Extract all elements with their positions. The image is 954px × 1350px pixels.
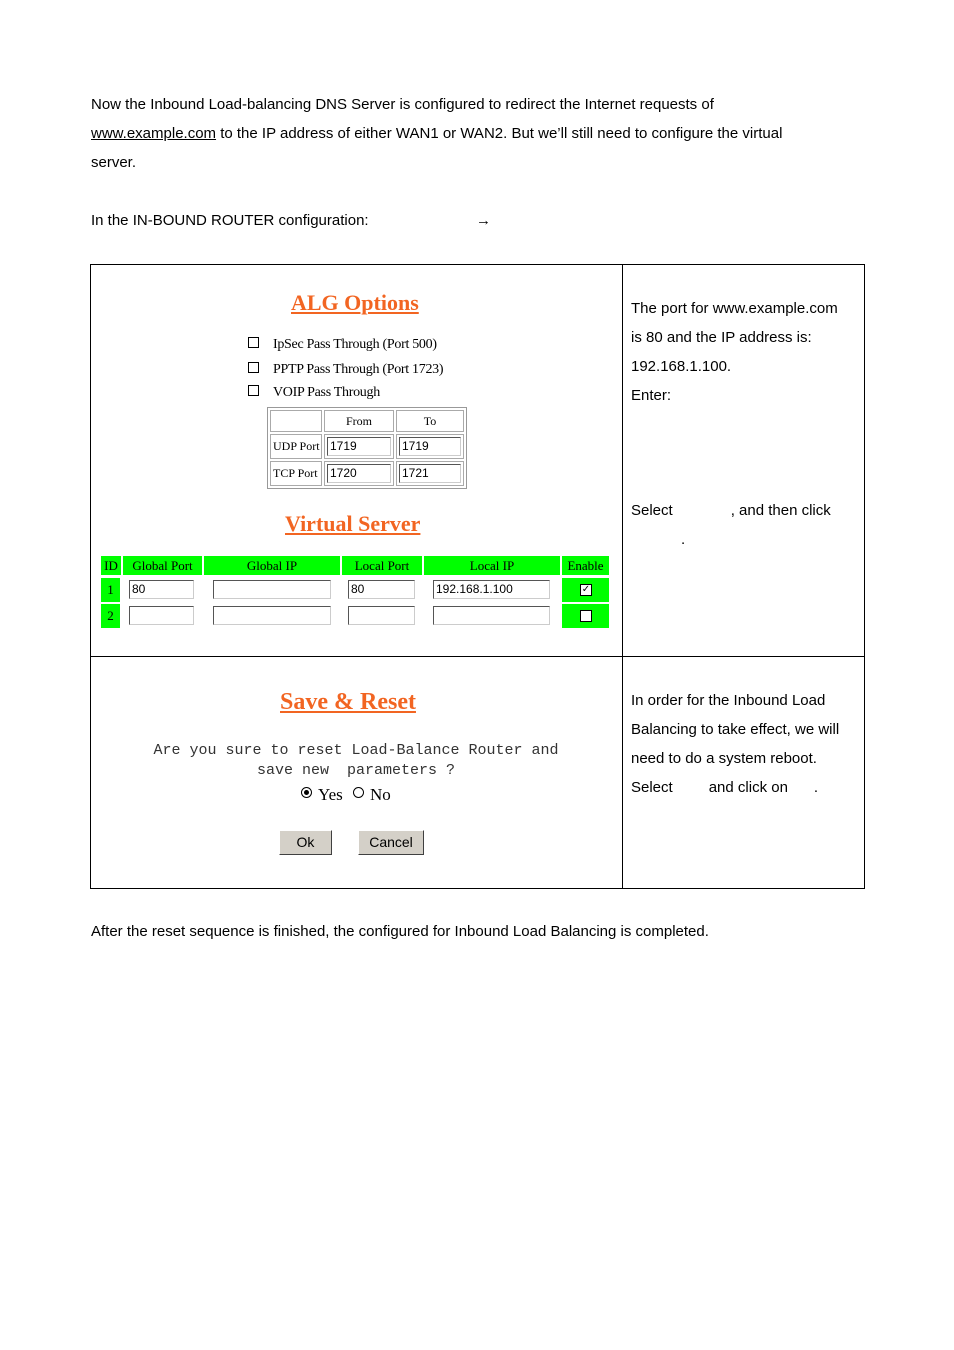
- vs-header-local-ip: Local IP: [424, 556, 560, 575]
- reset-question-line-2: save new parameters ?: [256, 762, 456, 779]
- side1-select-label: Select: [631, 502, 673, 519]
- side1-line-3: 192.168.1.100.: [631, 358, 732, 375]
- udp-from-input[interactable]: 1719: [327, 437, 391, 456]
- pptp-option[interactable]: [248, 362, 443, 378]
- reset-question-line-1: Are you sure to reset Load-Balance Router and: [153, 742, 559, 759]
- virtual-server-title: Virtual Server: [285, 511, 421, 536]
- side2-line-4: [631, 773, 859, 802]
- vs-row-1-id: 1: [101, 578, 120, 602]
- pptp-label: PPTP Pass Through (Port 1723): [273, 362, 444, 377]
- side2-select: Select: [631, 779, 673, 796]
- side-instructions-2: [631, 686, 859, 802]
- ipsec-checkbox[interactable]: [248, 337, 259, 348]
- vs-row-2-enable-checkbox[interactable]: [580, 610, 592, 622]
- side2-line-2: Balancing to take effect, we will: [631, 721, 840, 738]
- no-label: No: [370, 785, 391, 804]
- instruction-table: [90, 264, 865, 889]
- vs-row-1-enable-checkbox[interactable]: ✓: [581, 584, 591, 595]
- vs-row-2-local-port-input[interactable]: [348, 606, 415, 625]
- yes-radio[interactable]: [301, 787, 312, 798]
- vs-header-local-port: Local Port: [342, 556, 422, 575]
- vs-row-2-global-port-input[interactable]: [129, 606, 194, 625]
- yes-label: Yes: [318, 785, 343, 804]
- ipsec-label: IpSec Pass Through (Port 500): [273, 337, 437, 352]
- example-link[interactable]: www.example.com: [91, 125, 217, 142]
- vs-row-1-enable-cell: [562, 578, 609, 602]
- vs-row-1-global-ip-input[interactable]: [213, 580, 331, 599]
- ipsec-option[interactable]: [248, 337, 437, 353]
- vs-header-enable: Enable: [562, 556, 609, 575]
- tcp-from-input[interactable]: 1720: [327, 464, 391, 483]
- side1-line-4: Enter:: [631, 387, 672, 404]
- side1-dot-line: [631, 525, 859, 554]
- udp-from-cell: [324, 434, 394, 459]
- vs-row-1-global-port-input[interactable]: 80: [129, 580, 194, 599]
- side-instructions-1b: [631, 496, 859, 554]
- right-arrow-icon: →: [476, 212, 491, 229]
- vs-row-2-local-ip-input[interactable]: [433, 606, 550, 625]
- voip-label: VOIP Pass Through: [273, 385, 380, 400]
- side2-line-1: In order for the Inbound Load: [631, 692, 826, 709]
- intro-line-2: [91, 119, 861, 148]
- port-corner-cell: [270, 410, 322, 432]
- no-radio[interactable]: [353, 787, 364, 798]
- vs-header-global-ip: Global IP: [204, 556, 340, 575]
- side1-line-1: The port for www.example.com: [631, 300, 838, 317]
- side1-select-line: [631, 496, 859, 525]
- tcp-to-input[interactable]: 1721: [399, 464, 461, 483]
- pptp-checkbox[interactable]: [248, 362, 259, 373]
- intro-line-1: Now the Inbound Load-balancing DNS Server is configured to redirect the Internet requests of: [91, 96, 714, 113]
- reset-question: [101, 741, 611, 781]
- intro-paragraph: [91, 90, 861, 177]
- reset-radio-group: [301, 785, 391, 805]
- voip-option[interactable]: [248, 385, 380, 401]
- udp-port-label: UDP Port: [270, 434, 322, 459]
- intro-line-3: server.: [91, 154, 137, 171]
- udp-to-cell: [396, 434, 464, 459]
- alg-options-title: ALG Options: [291, 290, 419, 315]
- port-table: [267, 407, 467, 489]
- tcp-from-cell: [324, 461, 394, 486]
- side2-dot: .: [813, 779, 819, 796]
- voip-checkbox[interactable]: [248, 385, 259, 396]
- side1-line-2: is 80 and the IP address is:: [631, 329, 812, 346]
- port-header-from: From: [324, 410, 394, 432]
- vs-row-1-local-ip-input[interactable]: 192.168.1.100: [433, 580, 550, 599]
- column-divider: [622, 265, 623, 888]
- save-reset-title: Save & Reset: [280, 689, 416, 715]
- side1-then-click: , and then click: [730, 502, 831, 519]
- tcp-port-label: TCP Port: [270, 461, 322, 486]
- vs-row-2-id: 2: [101, 604, 120, 628]
- ok-button[interactable]: Ok: [279, 830, 332, 855]
- vs-header-id: ID: [101, 556, 121, 575]
- intro-line-2-rest: to the IP address of either WAN1 or WAN2. But we’ll still need to configure the virtual: [216, 125, 783, 142]
- tcp-to-cell: [396, 461, 464, 486]
- vs-row-2-enable-cell: [562, 604, 609, 628]
- cancel-button[interactable]: Cancel: [358, 830, 424, 855]
- side1-dot: .: [681, 531, 686, 548]
- row-divider: [91, 656, 864, 657]
- vs-row-1-local-port-input[interactable]: 80: [348, 580, 415, 599]
- port-header-to: To: [396, 410, 464, 432]
- side2-click-on: and click on: [708, 779, 788, 796]
- udp-to-input[interactable]: 1719: [399, 437, 461, 456]
- vs-row-2-global-ip-input[interactable]: [213, 606, 331, 625]
- outro-paragraph: After the reset sequence is finished, the configured for Inbound Load Balancing is completed.: [91, 923, 709, 940]
- config-line: [91, 206, 491, 235]
- vs-header-global-port: Global Port: [123, 556, 202, 575]
- config-text: In the IN-BOUND ROUTER configuration:: [91, 212, 369, 229]
- side2-line-3: need to do a system reboot.: [631, 750, 817, 767]
- side-instructions-1: [631, 294, 859, 410]
